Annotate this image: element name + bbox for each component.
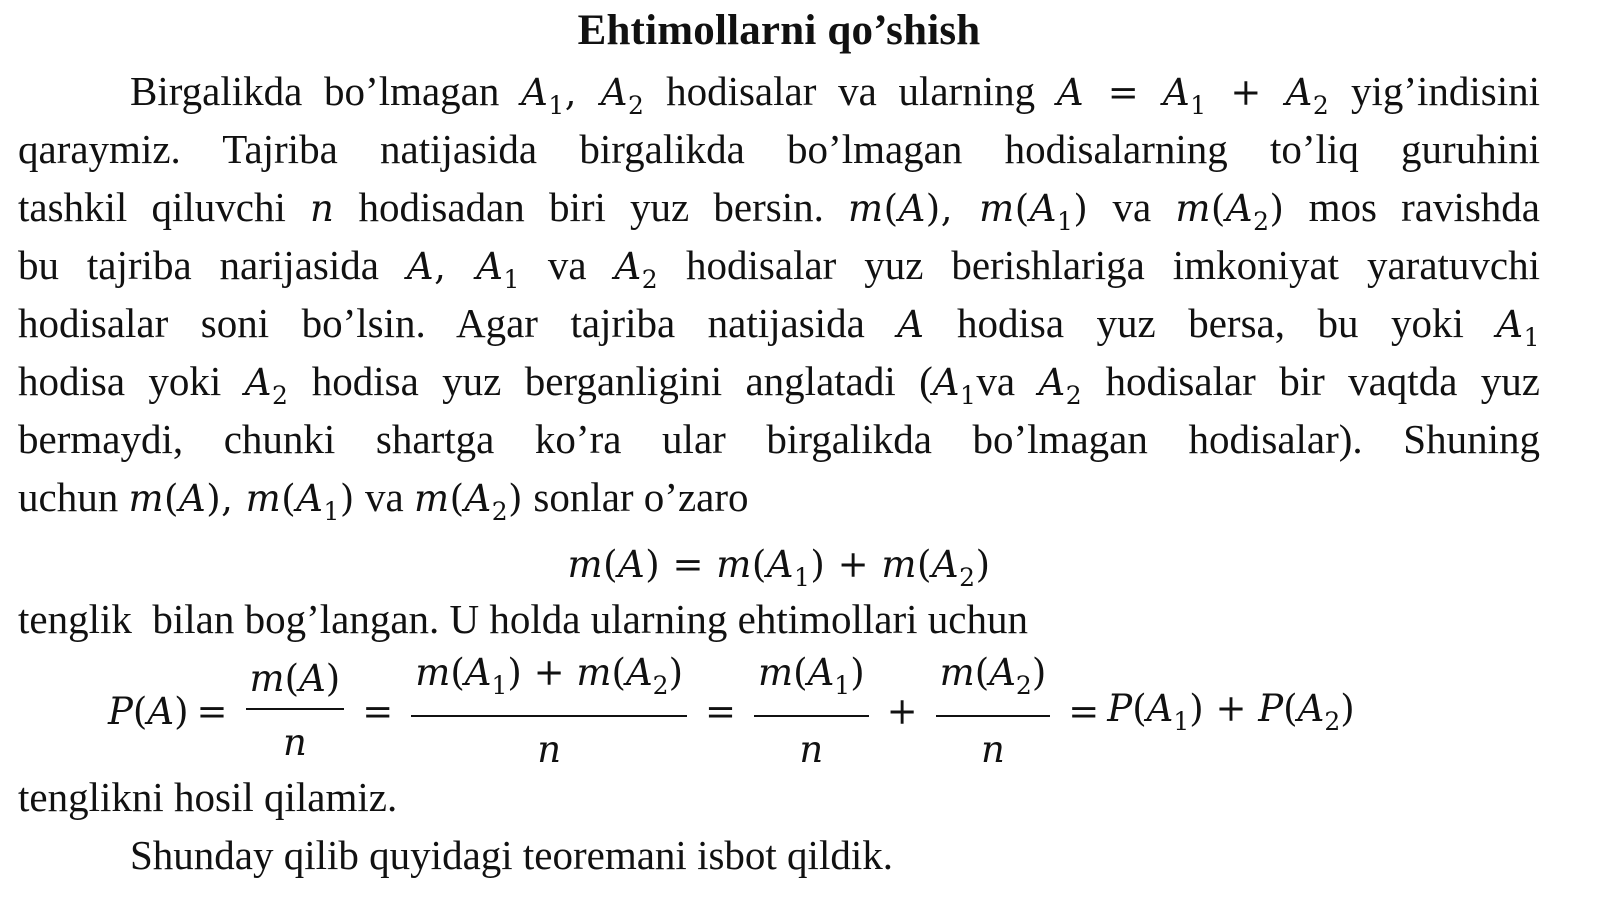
math-a: A — [897, 303, 925, 346]
document-page — [18, 0, 1540, 899]
math-a1: $A_1$ — [1496, 303, 1541, 352]
paragraph-line-4 — [18, 236, 1540, 294]
text-segment: va — [1088, 184, 1176, 230]
fraction-m-a1-over-n: $\frac{m(A_1)}{n}$ — [754, 650, 869, 773]
math-m-a2: $m(A_2)$ — [1175, 187, 1285, 236]
equation-body: $m(A) = m(A_1) + m(A_2)$ — [567, 543, 991, 592]
math-m-a-m-a1: m(A), $m(A_1)$ — [848, 187, 1089, 236]
text-segment: tashkil qiluvchi — [18, 184, 311, 230]
text-segment: hodisa yuz berganligini anglatadi ( — [288, 358, 933, 404]
fraction-m-a-over-n: $\frac{m(A)}{n}$ — [246, 656, 345, 766]
closing-line: Shunday qilib quyidagi teoremani isbot qildik. — [130, 832, 893, 878]
math-n: n — [310, 187, 335, 230]
math-m-a2: $m(A_2)$ — [414, 477, 524, 526]
equals-sign: = — [196, 689, 228, 733]
text-segment: hodisalar soni bo’lsin. Agar tajriba natijasida — [18, 300, 898, 346]
text-segment: Birgalikda bo’lmagan — [130, 68, 522, 114]
paragraph-line-5 — [18, 294, 1540, 352]
text-segment: bu tajriba narijasida — [18, 242, 407, 288]
equals-sign: = — [362, 689, 394, 733]
math-a2: $A_2$ — [1038, 361, 1083, 410]
paragraph-line-8 — [18, 468, 1540, 526]
equals-sign: = — [1068, 689, 1100, 733]
text-segment: hodisalar yuz berishlariga imkoniyat yaratuvchi — [658, 242, 1541, 288]
text-segment: va — [519, 242, 615, 288]
math-sum-definition: $A = A_1 + A_2$ — [1056, 71, 1330, 120]
math-a2: $A_2$ — [244, 361, 289, 410]
math-a-a1: A, $A_1$ — [406, 245, 520, 294]
math-a2: $A_2$ — [614, 245, 659, 294]
math-a1: $A_1$ — [932, 361, 977, 410]
text-segment: hodisadan biri yuz bersin. — [334, 184, 849, 230]
formula-rhs: $P(A_1) + P(A_2)$ — [1107, 686, 1355, 736]
fraction-m-a2-over-n: $\frac{m(A_2)}{n}$ — [936, 650, 1051, 773]
math-events-a1-a2: $A_1$, $A_2$ — [521, 71, 645, 120]
page-title: Ehtimollarni qo’shish — [577, 7, 981, 54]
paragraph-line-9: tenglik bilan bog’langan. U holda ularning ehtimollari uchun — [18, 596, 1028, 642]
text-segment: hodisalar va ularning — [644, 68, 1057, 114]
paragraph-line-10: tenglikni hosil qilamiz. — [18, 774, 398, 820]
text-segment: hodisalar bir vaqtda yuz — [1082, 358, 1540, 404]
text-segment: hodisa yuz bersa, bu yoki — [924, 300, 1497, 346]
text-segment: uchun — [18, 474, 129, 520]
plus-sign: + — [886, 689, 918, 733]
text-segment: hodisa yoki — [18, 358, 245, 404]
text-segment: sonlar o’zaro — [523, 474, 749, 520]
text-segment: va — [354, 474, 414, 520]
paragraph-line-7: bermaydi, chunki shartga ko’ra ular birgalikda bo’lmagan hodisalar). Shuning — [18, 416, 1540, 462]
paragraph-line-2: qaraymiz. Tajriba natijasida birgalikda bo’lmagan hodisalarning to’liq guruhini — [18, 126, 1540, 172]
equation-probability-addition — [108, 646, 1355, 776]
text-segment: mos ravishda — [1284, 184, 1540, 230]
text-segment: va — [976, 358, 1039, 404]
paragraph-line-3 — [18, 178, 1540, 236]
math-m-a-m-a1: m(A), $m(A_1)$ — [128, 477, 355, 526]
fraction-sum-over-n: $\frac{m(A_1) + m(A_2)}{n}$ — [411, 650, 687, 773]
equals-sign: = — [705, 689, 737, 733]
paragraph-line-1 — [18, 62, 1540, 120]
text-segment: yig’indisini — [1329, 68, 1541, 114]
paragraph-line-6 — [18, 352, 1540, 410]
formula-lhs: P(A) — [108, 689, 189, 733]
